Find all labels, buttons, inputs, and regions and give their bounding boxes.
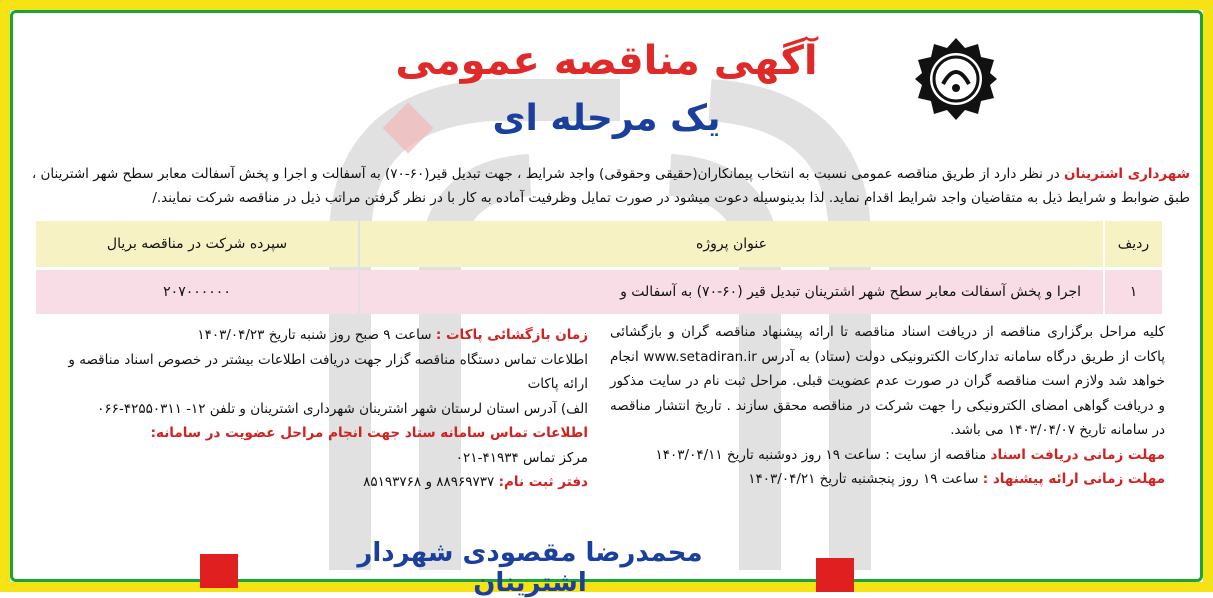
address-text: الف) آدرس استان لرستان شهر اشترینان شهرداری اشترینان و تلفن ۱۲- ۴۲۵۵۰۳۱۱-۰۶۶ [97,400,588,417]
setad-heading: اطلاعات تماس سامانه ستاد جهت انجام مراحل عضویت در سامانه: [150,425,588,441]
header-row-number: ردیف [1105,221,1162,267]
registry-label: دفتر ثبت نام: [498,474,588,490]
table-row [36,270,1162,314]
red-square-decoration [816,558,854,592]
cell-project-title: اجرا و پخش آسفالت معابر سطح شهر اشترینان تبدیل قیر (۶۰-۷۰) به آسفالت و [360,270,1103,314]
cell-row-number: ۱ [1105,270,1162,314]
procedure-column [610,320,1165,492]
offer-deadline-text: ساعت ۱۹ روز پنجشنبه تاریخ ۱۴۰۳/۰۴/۲۱ [748,471,983,487]
offer-deadline [610,467,1165,492]
project-table [34,218,1164,317]
registry-office [40,470,588,495]
offer-deadline-label: مهلت زمانی ارائه پیشنهاد : [982,471,1165,487]
docs-deadline [610,443,1165,468]
intro-text: در نظر دارد از طریق مناقصه عمومی نسبت به انتخاب پیمانکاران(حقیقی وحقوقی) واجد شرایط ، جهت تبدیل قیر(۶۰-۷۰) به آسفالت و اجرا و پخش آسفالت معابر سطح شهر اشترینان ، طبق ضوابط و شرایط ذیل به متقاضیان واجد شرایط اقدام نماید. لذا بدینوسیله دعوت میشود در صورت تمایل وظرفیت آماده به کار با در نظر گرفتن مراتب ذیل در مناقصه شرکت نمایند./ [31,166,1190,206]
red-square-decoration [200,554,238,588]
contact-intro: اطلاعات تماس دستگاه مناقصه گزار جهت دریافت اطلاعات بیشتر در خصوص اسناد مناقصه و ارائه پاکات [68,351,588,392]
registry-text: ۸۸۹۶۹۷۳۷ و ۸۵۱۹۳۷۶۸ [363,474,499,490]
procedure-text: کلیه مراحل برگزاری مناقصه از دریافت اسناد مناقصه تا ارائه پیشنهاد مناقصه گران و بازگشائی پاکات از طریق درگاه سامانه تدارکات الکترونیکی دولت (ستاد) به آدرس www.setadiran.ir انجام خواهد شد ولازم است مناقصه گران در صورت عدم عضویت قبلی. مراحل ثبت نام در سایت مذکور و دریافت گواهی امضای الکترونیکی را جهت شرکت در مناقصه محقق سازند . تاریخ انتشار مناقصه در سامانه تاریخ ۱۴۰۳/۰۴/۰۷ می باشد. [610,324,1165,438]
cell-deposit: ۲۰۷۰۰۰۰۰۰ [36,270,358,314]
intro-paragraph [22,162,1190,210]
organization-name: شهرداری اشترینان [1064,166,1190,182]
opening-text: ساعت ۹ صبح روز شنبه تاریخ ۱۴۰۳/۰۴/۲۳ [197,327,436,343]
notice-title: آگهی مناقصه عمومی [395,38,818,84]
docs-deadline-label: مهلت زمانی دریافت اسناد [990,446,1165,463]
opening-time [40,323,588,348]
signature: محمدرضا مقصودی شهردار اشترینان [357,538,703,598]
header-project-title: عنوان پروژه [360,221,1103,267]
notice-subtitle: یک مرحله ای [492,98,721,139]
header-deposit: سپرده شرکت در مناقصه بریال [36,221,358,267]
call-center: مرکز تماس ۴۱۹۳۴-۰۲۱ [455,449,588,466]
table-header-row [36,221,1162,267]
contact-column [40,323,588,495]
docs-deadline-text: مناقصه از سایت : ساعت ۱۹ روز دوشنبه تاریخ ۱۴۰۳/۰۴/۱۱ [655,446,991,463]
opening-label: زمان بازگشائی پاکات : [435,327,588,343]
